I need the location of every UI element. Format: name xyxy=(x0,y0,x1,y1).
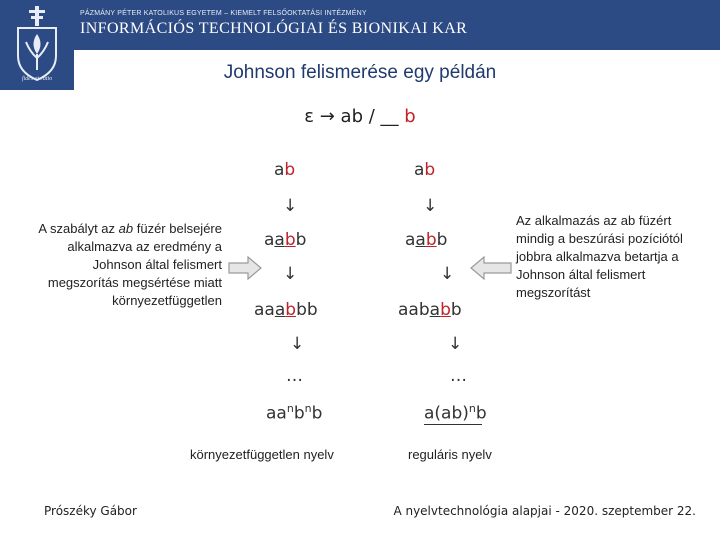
rewrite-rule xyxy=(0,106,720,127)
left-arrow-2: ↓ xyxy=(283,264,298,284)
rule-context: b xyxy=(404,106,416,127)
left-language-label: környezetfüggetlen nyelv xyxy=(190,447,334,462)
right-result-underline xyxy=(424,424,482,425)
slide-title: Johnson felismerése egy példán xyxy=(223,62,497,83)
left-result: $aa^nb^nb$ xyxy=(266,402,323,424)
footer-course: A nyelvtechnológia alapjai - 2020. szeptember 22. xyxy=(393,504,696,518)
right-block-arrow-icon xyxy=(228,256,262,280)
rule-lhs: ε → ab / __ xyxy=(304,106,399,127)
right-note: Az alkalmazás az ab füzért mindig a beszúrási pozíciótól jobbra alkalmazva betartja a Johnson által felismert megszorítást xyxy=(516,213,683,300)
institution-name: PÁZMÁNY PÉTER KATOLIKUS EGYETEM – KIEMELT FELSŐOKTATÁSI INTÉZMÉNY xyxy=(80,10,367,17)
left-block-arrow-icon xyxy=(470,256,512,280)
right-language-label: reguláris nyelv xyxy=(408,447,492,462)
right-row-2: aabb xyxy=(405,230,448,250)
right-arrow-3: ↓ xyxy=(448,334,463,354)
left-arrow-3: ↓ xyxy=(290,334,305,354)
right-dots: … xyxy=(450,366,467,386)
right-arrow-2: ↓ xyxy=(440,264,455,284)
left-dots: … xyxy=(286,366,303,386)
right-arrow-1: ↓ xyxy=(423,196,438,216)
left-row-2: aabb xyxy=(264,230,307,250)
left-row-1: ab xyxy=(274,160,296,180)
left-arrow-1: ↓ xyxy=(283,196,298,216)
right-row-1: ab xyxy=(414,160,436,180)
logo-motto: fides et ratio xyxy=(21,76,53,82)
faculty-name: INFORMÁCIÓS TECHNOLÓGIAI ÉS BIONIKAI KAR xyxy=(80,20,468,37)
right-result: a(ab)$^n$b xyxy=(424,402,487,424)
right-row-3: aababb xyxy=(398,300,462,320)
left-note: A szabályt az ab füzér belsejére alkalmazva az eredmény a Johnson által felismert megszorítás megsértése miatt környezetfüggetlen xyxy=(38,221,222,308)
left-row-3: aaabbb xyxy=(254,300,318,320)
footer-author: Prószéky Gábor xyxy=(44,504,137,518)
